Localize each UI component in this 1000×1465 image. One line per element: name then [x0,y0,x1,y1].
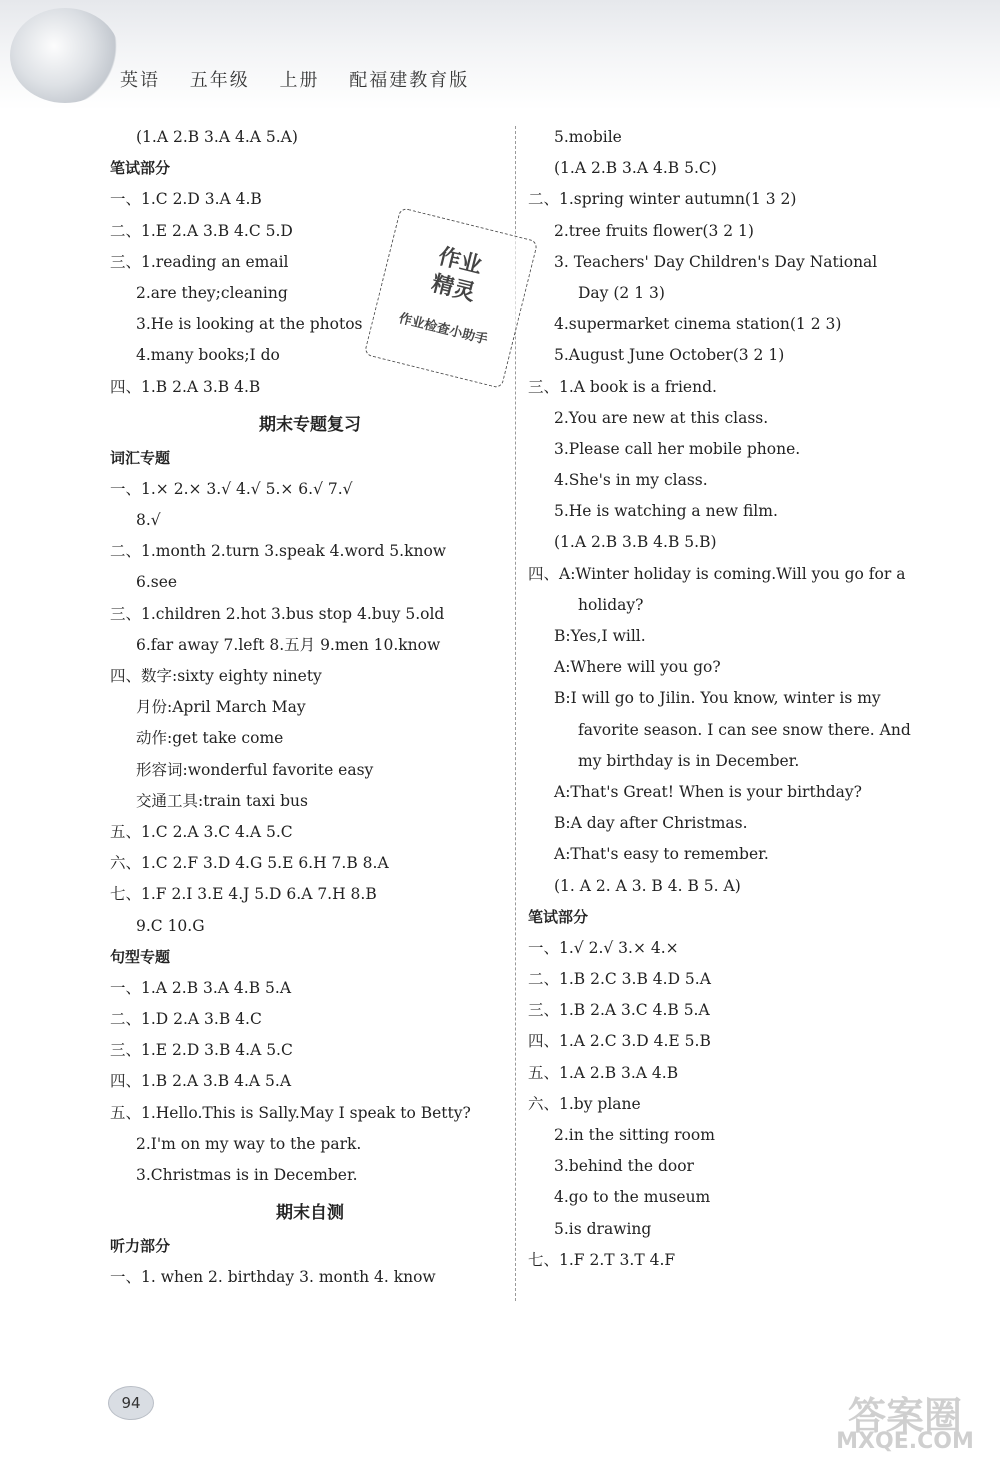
answer-line: 四、1.A 2.C 3.D 4.E 5.B [528,1032,711,1051]
stamp-line-3: 作业检查小助手 [397,311,490,348]
header-volume: 上册 [279,70,320,91]
subsection-label: 笔试部分 [528,907,589,926]
answer-line: 5.is drawing [554,1219,652,1238]
answer-line: 2.You are new at this class. [554,408,769,427]
header-grade: 五年级 [189,70,250,91]
answer-line: 一、1. when 2. birthday 3. month 4. know [110,1268,436,1287]
answer-line: favorite season. I can see snow there. And [578,720,911,739]
watermark-url: MXQE.COM [836,1429,974,1454]
stamp-line-2: 精灵 [428,271,478,307]
answer-line: (1.A 2.B 3.A 4.A 5.A) [136,128,298,146]
answer-line: 形容词:wonderful favorite easy [136,760,374,779]
answer-line: 一、1.C 2.D 3.A 4.B [110,190,262,209]
answer-line: 3.Christmas is in December. [136,1166,358,1184]
answer-line: 三、1.A book is a friend. [528,377,717,396]
answer-line: 四、1.B 2.A 3.B 4.B [110,377,261,396]
answer-line: 四、数字:sixty eighty ninety [110,667,322,685]
answer-line: 三、1.E 2.D 3.B 4.A 5.C [110,1041,293,1060]
answer-line: 五、1.A 2.B 3.A 4.B [528,1063,679,1082]
answer-line: 3.He is looking at the photos [136,315,363,334]
answer-line: 6.far away 7.left 8.五月 9.men 10.know [136,635,441,654]
answer-line: A:That's easy to remember. [554,845,769,864]
answer-line: 三、1.reading an email [110,252,289,271]
answer-line: 3. Teachers' Day Children's Day National [554,252,878,271]
answer-line: 一、1.A 2.B 3.A 4.B 5.A [110,978,292,997]
header-band [0,0,1000,110]
answer-line: (1. A 2. A 3. B 4. B 5. A) [554,876,741,895]
answer-line: 二、1.spring winter autumn(1 3 2) [528,190,797,209]
header-edition: 配福建教育版 [349,70,470,91]
answer-line: 3.behind the door [554,1157,694,1176]
answer-line: 2.I'm on my way to the park. [136,1134,362,1153]
answer-line: 二、1.month 2.turn 3.speak 4.word 5.know [110,542,447,561]
section-heading: 期末专题复习 [259,414,361,435]
answer-line: 2.tree fruits flower(3 2 1) [554,221,754,240]
answer-line: B:Yes,I will. [554,627,646,645]
answer-line: 二、1.E 2.A 3.B 4.C 5.D [110,221,293,240]
subsection-label: 听力部分 [110,1237,171,1256]
watermark-logo-text: 答案圈 [847,1394,962,1438]
answer-line: 5.August June October(3 2 1) [554,346,785,365]
answer-line: 六、1.by plane [528,1094,641,1113]
answer-line: A:That's Great! When is your birthday? [554,782,862,801]
page-number: 94 [108,1386,154,1420]
answer-line: 五、1.C 2.A 3.C 4.A 5.C [110,822,293,841]
answer-line: 8.√ [136,511,161,530]
subsection-label: 词汇专题 [110,448,171,467]
answer-line: 4.go to the museum [554,1188,711,1207]
answer-line: 月份:April March May [136,698,306,717]
answer-line: A:Where will you go? [554,658,721,677]
answer-line: 4.She's in my class. [554,471,708,490]
subsection-label: 句型专题 [110,947,171,966]
answer-line: 六、1.C 2.F 3.D 4.G 5.E 6.H 7.B 8.A [110,854,389,873]
answer-line: Day (2 1 3) [578,283,665,302]
answer-line: 5.He is watching a new film. [554,502,778,521]
answer-line: 四、1.B 2.A 3.B 4.A 5.A [110,1072,292,1091]
answer-line: 2.in the sitting room [554,1126,715,1144]
running-header [120,66,491,92]
answer-line: 七、1.F 2.T 3.T 4.F [528,1250,676,1269]
answer-line: 四、A:Winter holiday is coming.Will you go for a [528,564,906,583]
stamp-line-1: 作业 [435,244,485,280]
answer-line: B:A day after Christmas. [554,814,748,833]
answer-line: 三、1.children 2.hot 3.bus stop 4.buy 5.old [110,604,445,623]
answer-line: 4.supermarket cinema station(1 2 3) [554,315,842,334]
answer-line: B:I will go to Jilin. You know, winter is my [554,689,881,708]
answer-line: 一、1.√ 2.√ 3.× 4.× [528,938,679,957]
section-heading: 期末自测 [276,1203,344,1224]
header-subject: 英语 [120,70,160,91]
answer-line: 七、1.F 2.I 3.E 4.J 5.D 6.A 7.H 8.B [110,885,377,904]
answer-line: 交通工具:train taxi bus [136,791,308,810]
site-watermark [820,1385,990,1455]
answer-line: holiday? [578,595,644,614]
answer-line: 二、1.D 2.A 3.B 4.C [110,1010,262,1029]
answer-line: (1.A 2.B 3.A 4.B 5.C) [554,159,717,178]
header-decoration-icon [10,8,120,103]
answer-line: 4.many books;I do [136,346,280,365]
answer-line: my birthday is in December. [578,751,800,770]
answer-line: 二、1.B 2.C 3.B 4.D 5.A [528,970,711,989]
answer-line: 6.see [136,573,178,592]
answer-line: 5.mobile [554,128,622,146]
answer-line: 一、1.× 2.× 3.√ 4.√ 5.× 6.√ 7.√ [110,479,353,498]
answer-line: 动作:get take come [136,729,284,748]
answer-line: 三、1.B 2.A 3.C 4.B 5.A [528,1001,710,1020]
right-answer-column [528,122,928,1276]
answer-line: 2.are they;cleaning [136,283,288,302]
answer-line: (1.A 2.B 3.B 4.B 5.B) [554,533,717,552]
answer-line: 3.Please call her mobile phone. [554,439,801,458]
subsection-label: 笔试部分 [110,159,171,178]
answer-line: 五、1.Hello.This is Sally.May I speak to Betty? [110,1103,471,1122]
answer-line: 9.C 10.G [136,916,205,935]
